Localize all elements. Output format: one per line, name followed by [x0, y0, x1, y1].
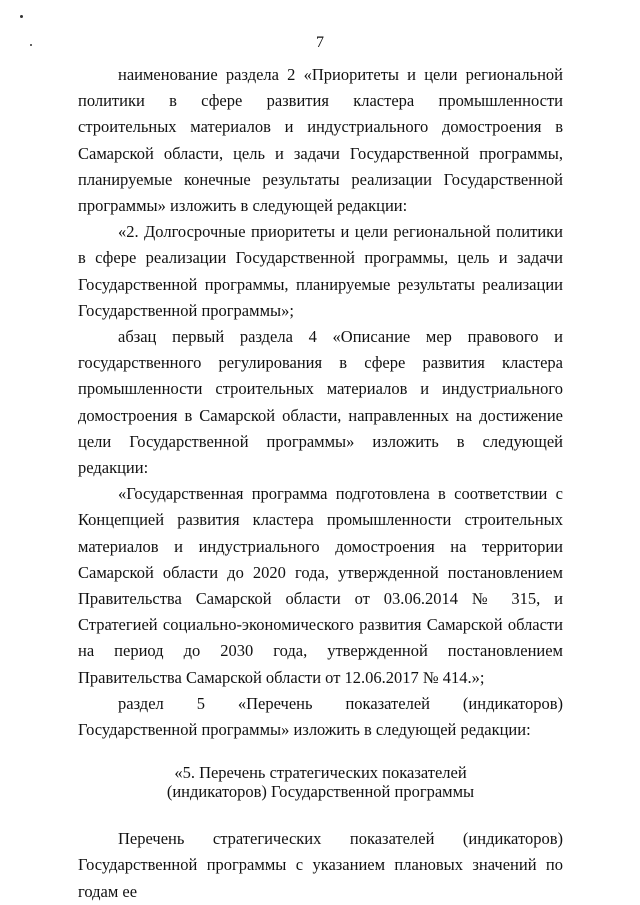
paragraph-section-2-title: наименование раздела 2 «Приоритеты и цели региональной политики в сфере развития кластера промышленности строительных материалов и индустриального домостроения в Самарской области, цель и задачи Государственной программы, планируемые конечные результаты реализации Государственной программы» изложить в следующей редакции:	[78, 65, 563, 216]
section-5-heading	[78, 763, 563, 801]
section-5-heading-line-2: (индикаторов) Государственной программы	[166, 782, 475, 802]
section-5-heading-line-1: «5. Перечень стратегических показателей	[174, 763, 467, 783]
paragraph-section-5-title: раздел 5 «Перечень показателей (индикаторов) Государственной программы» изложить в следующей редакции:	[78, 693, 563, 740]
paragraph-section-4-title: абзац первый раздела 4 «Описание мер правового и государственного регулирования в сфере развития кластера промышленности строительных материалов и индустриального домостроения в Самарской области, направленных на достижение цели Государственной программы» изложить в следующей редакции:	[78, 327, 563, 478]
paragraph-section-2-new-title: «2. Долгосрочные приоритеты и цели региональной политики в сфере реализации Государственной программы, цель и задачи Государственной программы, планируемые результаты реализации Государственной программы»;	[78, 222, 563, 320]
paragraph-indicators-list: Перечень стратегических показателей (индикаторов) Государственной программы с указанием плановых значений по годам ее	[78, 829, 563, 901]
scan-speck	[20, 15, 23, 18]
document-body	[78, 62, 563, 905]
page-number: 7	[316, 34, 324, 51]
paragraph-section-4-new-text: «Государственная программа подготовлена в соответствии с Концепцией развития кластера промышленности строительных материалов и индустриального домостроения на территории Самарской области до 2020 года, утвержденной постановлением Правительства Самарской области от 03.06.2014 № 315, и Стратегией социально-экономического развития Самарской области на период до 2030 года, утвержденной постановлением Правительства Самарской области от 12.06.2017 № 414.»;	[78, 484, 563, 687]
